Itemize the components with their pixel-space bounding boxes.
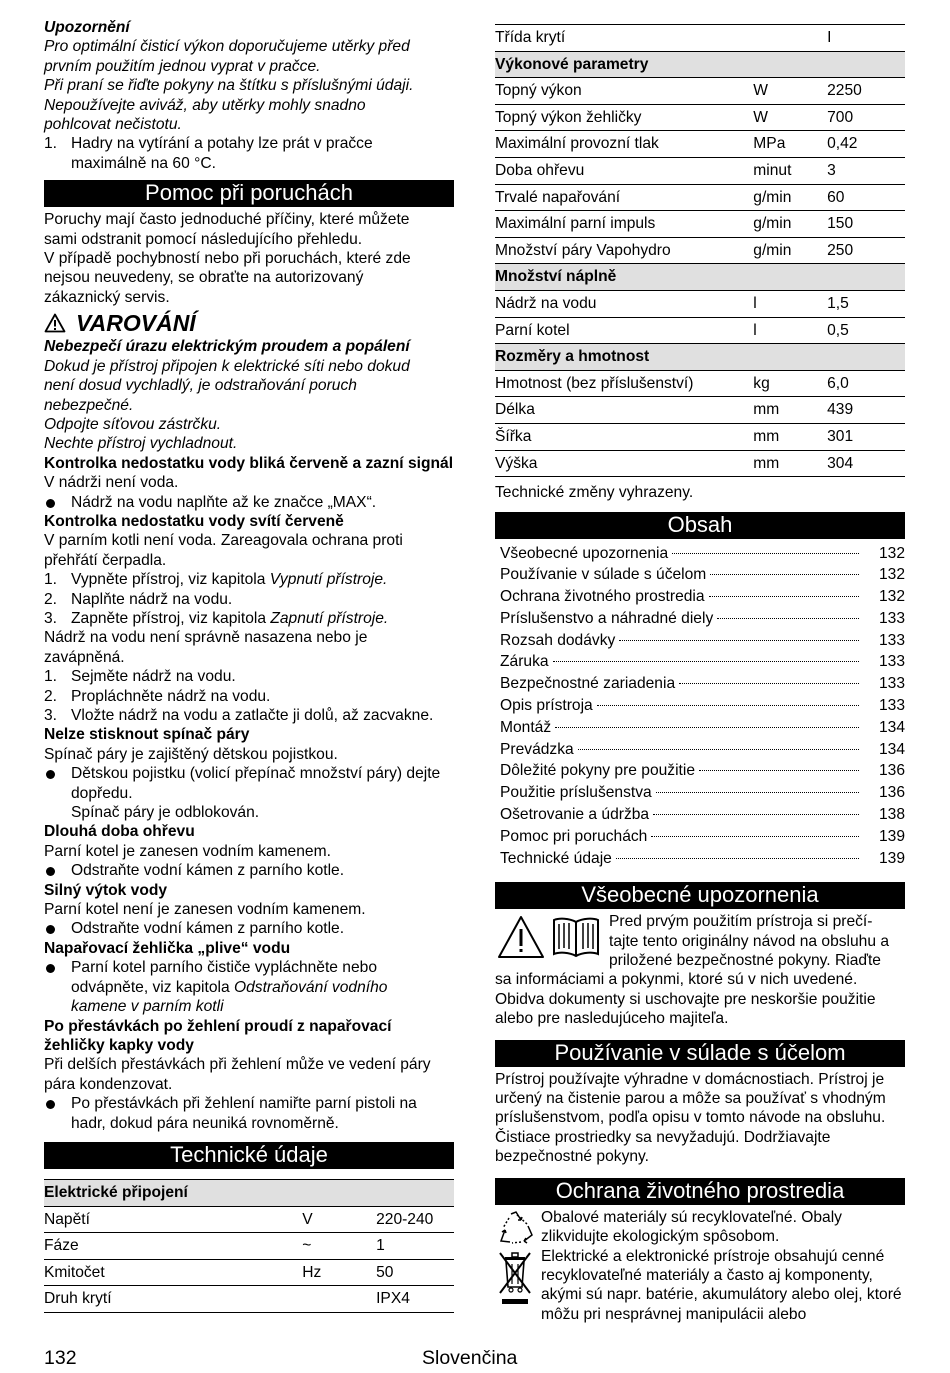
warning-triangle-icon — [44, 313, 66, 333]
help-intro — [44, 210, 454, 307]
toc-leader — [699, 770, 859, 771]
toc-leader — [672, 553, 859, 554]
toc-entry[interactable] — [500, 804, 905, 826]
fault-heading: Po přestávkách po žehlení proudí z napařovací žehličky kapky vody — [44, 1017, 392, 1054]
table-cell: 150 — [827, 211, 905, 238]
table-cell: ~ — [302, 1233, 376, 1260]
fault-heading: Kontrolka nedostatku vody svítí červeně — [44, 512, 344, 530]
use-heading: Používanie v súlade s účelom — [495, 1040, 905, 1067]
remedy-text: Po přestávkách při žehlení namiřte parní pistoli na hadr, dokud pára neuniká rovnoměrně. — [71, 1095, 417, 1132]
fault-remedy — [44, 493, 454, 512]
toc-title: Používanie v súlade s účelom — [500, 566, 707, 584]
table-cell: 0,5 — [827, 317, 905, 344]
table-cell: 304 — [827, 450, 905, 477]
table-row — [44, 1286, 454, 1313]
toc-leader — [553, 661, 859, 662]
toc-title: Bezpečnostné zariadenia — [500, 675, 676, 693]
intro-line: pohlcovat nečistotu. — [44, 116, 182, 134]
right-column — [495, 24, 905, 1324]
toc-entry[interactable] — [500, 586, 905, 608]
help-line: nejsou neuvedeny, se obraťte na autorizovaný — [44, 269, 364, 287]
env-heading: Ochrana životného prostredia — [495, 1178, 905, 1205]
toc-title: Ochrana životného prostredia — [500, 588, 705, 606]
step-text: Propláchněte nádrž na vodu. — [71, 687, 271, 705]
use-text: Prístroj používajte výhradne v domácnostiach. Prístroj je určený na čistenie parou a môže sa používať s vhodným príslušenstvom, podľa opisu v tomto návode na obsluhu. Čistiace prostriedky sa nevyžadujú. Dodržiavajte bezpečnostné pokyny. — [495, 1070, 886, 1166]
env-text: Elektrické a elektronické prístroje obsahujú cenné recyklovateľné materiály a často aj komponenty, akými sú napr. batérie, akumulátory alebo olej, ktoré môžu pri nesprávnej manipulácii alebo — [541, 1247, 902, 1323]
general-line: Pred prvým použitím prístroja si prečí- — [609, 913, 873, 931]
toc-page: 136 — [878, 762, 905, 780]
general-notice — [495, 912, 905, 970]
table-cell: Topný výkon žehličky — [495, 104, 753, 131]
toc-entry[interactable] — [500, 673, 905, 695]
warning-triangle-icon — [497, 915, 545, 959]
table-cell: 50 — [376, 1259, 454, 1286]
table-cell — [827, 51, 905, 78]
help-line: V případě pochybností nebo při poruchách, které zde — [44, 250, 411, 268]
table-cell: 6,0 — [827, 370, 905, 397]
table-row — [495, 104, 905, 131]
general-intro — [609, 912, 889, 970]
step-text: Vypněte přístroj, viz kapitola — [71, 571, 270, 589]
table-cell: Rozměry a hmotnost — [495, 344, 753, 371]
toc-entry[interactable] — [500, 543, 905, 565]
remedy-text: Odstraňte vodní kámen z parního kotle. — [71, 862, 345, 880]
warning-line: Nechte přístroj vychladnout. — [44, 435, 238, 453]
step-ref: Vypnutí přístroje. — [269, 571, 388, 589]
table-cell — [753, 344, 827, 371]
fault-cause: Parní kotel je zanesen vodním kamenem. — [44, 842, 331, 860]
toc-title: Ošetrovanie a údržba — [500, 806, 650, 824]
step — [44, 609, 454, 628]
table-cell: Třída krytí — [495, 25, 753, 52]
toc-page: 134 — [878, 718, 905, 736]
table-cell: Topný výkon — [495, 78, 753, 105]
toc-entry[interactable] — [500, 608, 905, 630]
step-number: 3. — [44, 707, 58, 724]
step — [44, 570, 454, 589]
toc-leader — [717, 618, 859, 619]
step — [44, 706, 454, 725]
table-cell: g/min — [753, 184, 827, 211]
table-cell — [753, 25, 827, 52]
toc-page: 132 — [878, 566, 905, 584]
bullet-icon — [46, 770, 55, 779]
intro-line: Pro optimální čisticí výkon doporučujeme utěrky před — [44, 38, 410, 56]
step — [44, 590, 454, 609]
footer-language: Slovenčina — [422, 1347, 518, 1369]
toc-entry[interactable] — [500, 782, 905, 804]
table-of-contents — [495, 543, 905, 870]
toc-leader — [656, 792, 859, 793]
step-text: Naplňte nádrž na vodu. — [71, 590, 233, 608]
general-text: sa informáciami a pokynmi, ktoré sú v nich uvedené. Obidva dokumenty si uschovajte pre neskoršie použitie alebo pre nasledujúceho majiteľa. — [495, 971, 876, 1028]
env-electronics — [495, 1247, 905, 1325]
bullet-icon — [46, 867, 55, 876]
tech-table — [495, 24, 905, 477]
bullet-icon — [46, 964, 55, 973]
toc-leader — [619, 640, 859, 641]
table-cell: I — [827, 25, 905, 52]
table-row — [495, 25, 905, 52]
fault-cause: V nádrži není voda. — [44, 474, 179, 492]
env-text: Obalové materiály sú recyklovateľné. Obaly zlikvidujte ekologickým spôsobom. — [541, 1208, 842, 1246]
fault-remedy — [44, 958, 421, 1016]
toc-page: 136 — [878, 784, 905, 802]
warning-label — [44, 309, 454, 337]
table-cell — [376, 1179, 454, 1206]
general-line: priložené bezpečnostné pokyny. Riaďte — [609, 952, 881, 970]
toc-page: 133 — [878, 697, 905, 715]
table-cell: Šířka — [495, 423, 753, 450]
toc-leader — [679, 683, 859, 684]
warning-line: Odpojte síťovou zástrčku. — [44, 415, 222, 433]
table-cell: 0,42 — [827, 131, 905, 158]
table-cell: Množství náplně — [495, 264, 753, 291]
step-number: 2. — [44, 687, 58, 705]
toc-title: Pomoc pri poruchách — [500, 827, 648, 845]
step — [44, 667, 454, 686]
toc-entry[interactable] — [500, 717, 905, 739]
remedy-text: Nádrž na vodu naplňte až ke značce „MAX“. — [71, 493, 377, 511]
warning-line: není dosud vychladlý, je odstraňování poruch — [44, 377, 357, 395]
toc-leader — [709, 596, 859, 597]
step-text: Zapněte přístroj, viz kapitola — [71, 609, 271, 627]
table-cell: g/min — [753, 237, 827, 264]
step — [44, 687, 454, 706]
table-cell: 60 — [827, 184, 905, 211]
toc-page: 133 — [878, 631, 905, 649]
left-column — [44, 18, 454, 1313]
toc-entry[interactable] — [500, 739, 905, 761]
table-row — [495, 423, 905, 450]
toc-title: Záruka — [500, 653, 549, 671]
table-row — [495, 450, 905, 477]
toc-page: 138 — [878, 806, 905, 824]
step-text: Sejměte nádrž na vodu. — [71, 668, 236, 686]
remedy-ref: Odstraňování vodního kamene v parním kotli — [71, 978, 388, 1016]
page-number: 132 — [44, 1347, 77, 1369]
intro-line: prvním použitím jednou vyprat v pračce. — [44, 57, 321, 75]
toc-title: Opis prístroja — [500, 697, 593, 715]
table-cell: g/min — [753, 211, 827, 238]
table-cell: Výška — [495, 450, 753, 477]
fault-cause: Parní kotel není je zanesen vodním kamenem. — [44, 901, 366, 919]
table-cell: mm — [753, 450, 827, 477]
toc-title: Montáž — [500, 718, 552, 736]
toc-title: Technické údaje — [500, 849, 612, 867]
fault-heading: Kontrolka nedostatku vody bliká červeně a zazní signál — [44, 454, 454, 472]
fault-cause: Spínač páry je zajištěný dětskou pojistkou. — [44, 745, 338, 763]
table-cell: Hz — [302, 1259, 376, 1286]
table-cell: Maximální provozní tlak — [495, 131, 753, 158]
table-cell: 3 — [827, 157, 905, 184]
toc-page: 132 — [878, 588, 905, 606]
fault-heading: Dlouhá doba ohřevu — [44, 823, 195, 841]
toc-title: Dôležité pokyny pre použitie — [500, 762, 696, 780]
help-line: zákaznický servis. — [44, 288, 170, 306]
table-cell: W — [753, 78, 827, 105]
table-cell: 250 — [827, 237, 905, 264]
toc-page: 134 — [878, 740, 905, 758]
general-heading: Všeobecné upozornenia — [495, 882, 905, 909]
table-cell: Výkonové parametry — [495, 51, 753, 78]
table-row — [495, 211, 905, 238]
toc-entry[interactable] — [500, 760, 905, 782]
table-cell — [302, 1286, 376, 1313]
recycling-icon — [497, 1210, 535, 1246]
step-number: 2. — [44, 590, 58, 608]
table-cell: Hmotnost (bez příslušenství) — [495, 370, 753, 397]
table-cell: Parní kotel — [495, 317, 753, 344]
toc-leader — [616, 858, 859, 859]
fault-remedy — [44, 764, 451, 803]
table-cell: Doba ohřevu — [495, 157, 753, 184]
table-cell: Délka — [495, 397, 753, 424]
table-cell — [753, 264, 827, 291]
toc-title: Rozsah dodávky — [500, 631, 616, 649]
intro-line: Nepoužívejte aviváž, aby utěrky mohly snadno — [44, 96, 366, 114]
help-heading: Pomoc při poruchách — [44, 180, 454, 207]
table-cell — [753, 51, 827, 78]
intro-title: Upozornění — [44, 19, 130, 36]
fault-remedy — [44, 1094, 454, 1133]
table-row — [495, 237, 905, 264]
step-ref: Zapnutí přístroje. — [270, 609, 389, 627]
table-row — [495, 264, 905, 291]
table-cell: Maximální parní impuls — [495, 211, 753, 238]
toc-page: 139 — [878, 849, 905, 867]
table-cell — [302, 1179, 376, 1206]
table-cell: V — [302, 1206, 376, 1233]
table-row — [495, 78, 905, 105]
warning-text: VAROVÁNÍ — [76, 310, 196, 337]
table-cell: l — [753, 290, 827, 317]
table-cell: Nádrž na vodu — [495, 290, 753, 317]
toc-page: 133 — [878, 675, 905, 693]
remedy-text: Parní kotel parního čističe vypláchněte nebo odvápněte, viz kapitola — [71, 959, 377, 996]
table-cell: Množství páry Vapohydro — [495, 237, 753, 264]
intro-item — [44, 134, 431, 173]
manual-book-icon — [551, 914, 601, 958]
help-line: Poruchy mají často jednoduché příčiny, které můžete — [44, 211, 410, 229]
table-cell: Napětí — [44, 1206, 302, 1233]
table-cell: 439 — [827, 397, 905, 424]
table-row — [495, 370, 905, 397]
table-cell: MPa — [753, 131, 827, 158]
fault-cause: Nádrž na vodu není správně nasazena nebo je zavápněná. — [44, 629, 368, 666]
toc-entry[interactable] — [500, 651, 905, 673]
toc-leader — [710, 574, 859, 575]
table-cell: 2250 — [827, 78, 905, 105]
remedy-text: Dětskou pojistku (volicí přepínač množství páry) dejte dopředu. — [71, 765, 441, 802]
table-cell: Trvalé napařování — [495, 184, 753, 211]
table-cell: Druh krytí — [44, 1286, 302, 1313]
table-cell: Kmitočet — [44, 1259, 302, 1286]
table-cell: mm — [753, 423, 827, 450]
remedy-text: Odstraňte vodní kámen z parního kotle. — [71, 920, 345, 938]
step-number: 1. — [44, 668, 58, 686]
toc-leader — [555, 727, 859, 728]
toc-title: Príslušenstvo a náhradné diely — [500, 609, 714, 627]
table-cell: kg — [753, 370, 827, 397]
toc-leader — [651, 836, 859, 837]
weee-bin-icon — [497, 1249, 533, 1307]
fault-cause: V parním kotli není voda. Zareagovala ochrana proti přehřátí čerpadla. — [44, 532, 403, 569]
warning-line: nebezpečné. — [44, 396, 134, 414]
bullet-icon — [46, 499, 55, 508]
toc-leader — [653, 814, 859, 815]
table-row — [495, 184, 905, 211]
tech-heading: Technické údaje — [44, 1142, 454, 1169]
table-row — [44, 1259, 454, 1286]
toc-title: Použitie príslušenstva — [500, 784, 652, 802]
toc-page: 139 — [878, 827, 905, 845]
toc-page: 132 — [878, 544, 905, 562]
toc-title: Všeobecné upozornenia — [500, 544, 669, 562]
item-text: Hadry na vytírání a potahy lze prát v pračce maximálně na 60 °C. — [71, 135, 373, 172]
warning-bold: Nebezpečí úrazu elektrickým proudem a popálení — [44, 338, 410, 356]
table-cell — [827, 264, 905, 291]
warning-lines — [44, 357, 454, 454]
table-row — [495, 51, 905, 78]
table-cell: Fáze — [44, 1233, 302, 1260]
remedy-result: Spínač páry je odblokován. — [71, 804, 260, 822]
tech-note: Technické změny vyhrazeny. — [495, 484, 694, 502]
table-row — [495, 397, 905, 424]
table-cell: 220-240 — [376, 1206, 454, 1233]
toc-entry[interactable] — [500, 826, 905, 848]
table-cell: l — [753, 317, 827, 344]
fault-remedy — [44, 861, 454, 880]
toc-leader — [578, 749, 859, 750]
table-row — [44, 1233, 454, 1260]
toc-entry[interactable] — [500, 630, 905, 652]
step-text: Vložte nádrž na vodu a zatlačte ji dolů, až zacvakne. — [71, 707, 434, 724]
table-row — [495, 157, 905, 184]
table-cell: minut — [753, 157, 827, 184]
toc-entry[interactable] — [500, 848, 905, 870]
general-line: tajte tento originálny návod na obsluhu a — [609, 932, 890, 950]
item-number: 1. — [44, 135, 58, 153]
table-row — [44, 1206, 454, 1233]
intro-line: Při praní se řiďte pokyny na štítku s příslušnými údaji. — [44, 77, 414, 95]
step-number: 3. — [44, 609, 58, 627]
help-line: sami odstranit pomocí následujícího přehledu. — [44, 230, 363, 248]
fault-heading: Napařovací žehlička „plive“ vodu — [44, 939, 291, 957]
table-cell: 1 — [376, 1233, 454, 1260]
toc-entry[interactable] — [500, 695, 905, 717]
table-row — [495, 344, 905, 371]
toc-page: 133 — [878, 609, 905, 627]
table-cell: mm — [753, 397, 827, 424]
fault-cause: Při delších přestávkách při žehlení může ve vedení páry pára kondenzovat. — [44, 1056, 431, 1093]
bullet-icon — [46, 925, 55, 934]
bullet-icon — [46, 1100, 55, 1109]
table-cell — [827, 344, 905, 371]
table-cell: 700 — [827, 104, 905, 131]
toc-title: Prevádzka — [500, 740, 574, 758]
table-row — [44, 1179, 454, 1206]
table-row — [495, 317, 905, 344]
toc-leader — [597, 705, 859, 706]
table-cell: W — [753, 104, 827, 131]
env-packaging — [495, 1208, 905, 1247]
fault-heading: Nelze stisknout spínač páry — [44, 726, 250, 744]
table-row — [495, 290, 905, 317]
table-row — [495, 131, 905, 158]
toc-page: 133 — [878, 653, 905, 671]
toc-heading: Obsah — [495, 512, 905, 539]
table-cell: 301 — [827, 423, 905, 450]
toc-entry[interactable] — [500, 564, 905, 586]
intro-text — [44, 37, 454, 134]
table-cell: Elektrické připojení — [44, 1179, 302, 1206]
warning-line: Dokud je přístroj připojen k elektrické síti nebo dokud — [44, 357, 410, 375]
table-cell: IPX4 — [376, 1286, 454, 1313]
fault-heading: Silný výtok vody — [44, 881, 168, 899]
fault-remedy — [44, 919, 454, 938]
step-number: 1. — [44, 571, 58, 589]
tech-table — [44, 1179, 454, 1313]
table-cell: 1,5 — [827, 290, 905, 317]
